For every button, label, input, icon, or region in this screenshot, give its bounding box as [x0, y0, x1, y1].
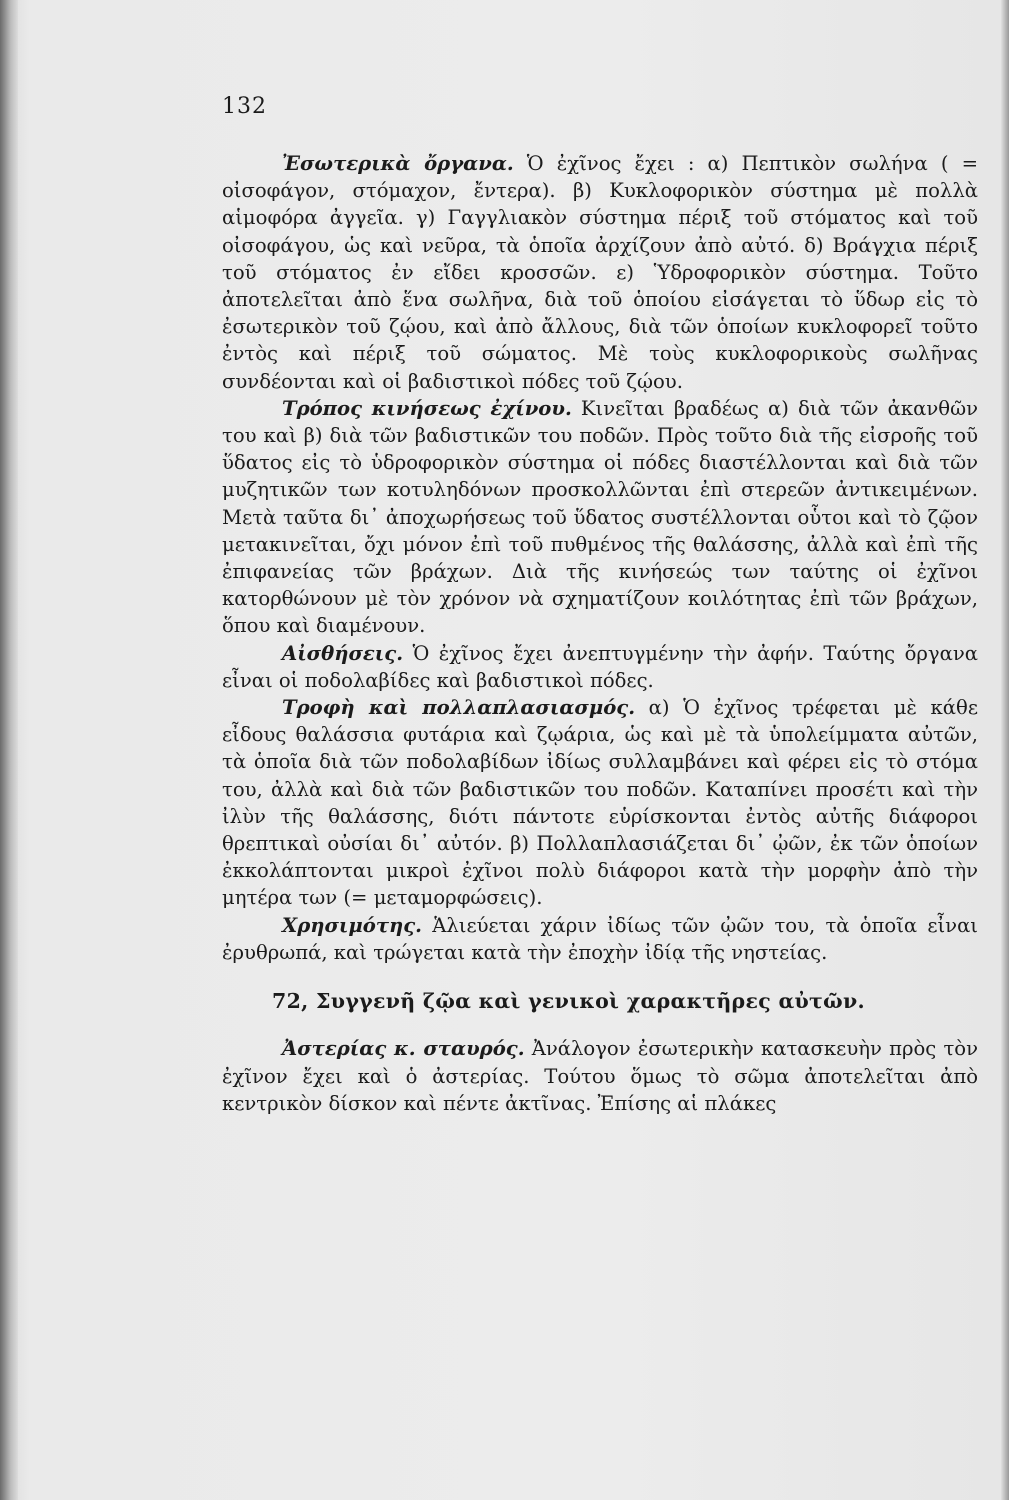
- page-right-edge: [1001, 0, 1009, 1500]
- page-binding-shadow: [0, 0, 18, 1500]
- paragraph-text: α) Ὁ ἐχῖνος τρέφεται μὲ κάθε εἶδους θαλάσσια φυτάρια καὶ ζῳάρια, ὡς καὶ μὲ τὰ ὑπολείμματα αὐτῶν, τὰ ὁποῖα διὰ τῶν ποδολαβίδων ἰδίως συλλαμβάνει καὶ φέρει εἰς τὸ στόμα του, ἀλλὰ καὶ διὰ τῶν βαδιστικῶν του ποδῶν. Καταπίνει προσέτι καὶ τὴν ἰλὺν τῆς θαλάσσης, διότι πάντοτε εὑρίσκονται ἐντὸς αὐτῆς διάφοροι θρεπτικαὶ οὐσίαι δι᾿ αὐτόν. β) Πολλαπλασιάζεται δι᾿ ᾠῶν, ἐκ τῶν ὁποίων ἐκκολάπτονται μικροὶ ἐχῖνοι πολὺ διάφοροι κατὰ τὴν μορφὴν ἀπὸ τὴν μητέρα των (= μεταμορφώσεις).: [222, 696, 978, 910]
- page-number: 132: [222, 94, 267, 119]
- paragraph-text: Ὁ ἐχῖνος ἔχει ἀνεπτυγμένην τὴν ἀφήν. Ταύτης ὄργανα εἶναι οἱ ποδολαβίδες καὶ βαδιστικοὶ πόδες.: [222, 641, 978, 692]
- paragraph-text: Ἀνάλογον ἐσωτερικὴν κατασκευὴν πρὸς τὸν ἐχῖνον ἔχει καὶ ὁ ἀστερίας. Τούτου ὅμως τὸ σῶμα ἀποτελεῖται ἀπὸ κεντρικὸν δίσκον καὶ πέντε ἀκτῖνας. Ἐπίσης αἱ πλάκες: [222, 1037, 978, 1115]
- paragraph-usefulness: [222, 912, 978, 966]
- paragraph-text: Κινεῖται βραδέως α) διὰ τῶν ἀκανθῶν του καὶ β) διὰ τῶν βαδιστικῶν του ποδῶν. Πρὸς τοῦτο διὰ τῆς εἰσροῆς τοῦ ὕδατος εἰς τὸ ὑδροφορικὸν σύστημα οἱ πόδες διαστέλλονται καὶ διὰ τῶν μυζητικῶν των κοτυληδόνων προσκολλῶνται ἐπὶ στερεῶν ἀντικειμένων. Μετὰ ταῦτα δι᾿ ἀποχωρήσεως τοῦ ὕδατος συστέλλονται οὗτοι καὶ τὸ ζῷον μετακινεῖται, ὄχι μόνον ἐπὶ τοῦ πυθμένος τῆς θαλάσσης, ἀλλὰ καὶ ἐπὶ τῆς ἐπιφανείας τῶν βράχων. Διὰ τῆς κινήσεώς των ταύτης οἱ ἐχῖνοι κατορθώνουν μὲ τὸν χρόνον νὰ σχηματίζουν κοιλότητας ἐπὶ τῶν βράχων, ὅπου καὶ διαμένουν.: [222, 396, 978, 638]
- term: Ἀστερίας κ. σταυρός.: [282, 1037, 525, 1061]
- paragraph-movement: [222, 395, 978, 640]
- term: Ἐσωτερικὰ ὄργανα.: [282, 152, 514, 175]
- section-heading: 72, Συγγενῆ ζῷα καὶ γενικοὶ χαρακτῆρες αὐτῶν.: [272, 989, 865, 1014]
- paragraph-internal-organs: [222, 150, 978, 395]
- term: Αἰσθήσεις.: [282, 641, 404, 665]
- term: Χρησιμότης.: [282, 913, 422, 937]
- page-body: [222, 150, 978, 1117]
- term: Τροφὴ καὶ πολλαπλασιασμός.: [282, 696, 636, 720]
- paragraph-feeding: [222, 694, 978, 912]
- paragraph-starfish: [222, 1035, 978, 1117]
- paragraph-senses: [222, 640, 978, 694]
- term: Τρόπος κινήσεως ἐχίνου.: [282, 396, 572, 420]
- paragraph-text: Ἁλιεύεται χάριν ἰδίως τῶν ᾠῶν του, τὰ ὁποῖα εἶναι ἐρυθρωπά, καὶ τρώγεται κατὰ τὴν ἐποχὴν ἰδίᾳ τῆς νηστείας.: [222, 913, 978, 964]
- paragraph-text: Ὁ ἐχῖνος ἔχει : α) Πεπτικὸν σωλήνα ( = οἰσοφάγον, στόμαχον, ἔντερα). β) Κυκλοφορικὸν σύστημα μὲ πολλὰ αἱμοφόρα ἀγγεῖα. γ) Γαγγλιακὸν σύστημα πέριξ τοῦ στόματος καὶ τοῦ οἰσοφάγου, ὡς καὶ νεῦρα, τὰ ὁποῖα ἀρχίζουν ἀπὸ αὐτό. δ) Βράγχια πέριξ τοῦ στόματος ἐν εἴδει κροσσῶν. ε) Ὑδροφορικὸν σύστημα. Τοῦτο ἀποτελεῖται ἀπὸ ἕνα σωλῆνα, διὰ τοῦ ὁποίου εἰσάγεται τὸ ὕδωρ εἰς τὸ ἐσωτερικὸν τοῦ ζῴου, καὶ ἀπὸ ἄλλους, διὰ τῶν ὁποίων κυκλοφορεῖ τοῦτο ἐντὸς καὶ πέριξ τοῦ σώματος. Μὲ τοὺς κυκλοφορικοὺς σωλῆνας συνδέονται καὶ οἱ βαδιστικοὶ πόδες τοῦ ζῴου.: [222, 152, 978, 393]
